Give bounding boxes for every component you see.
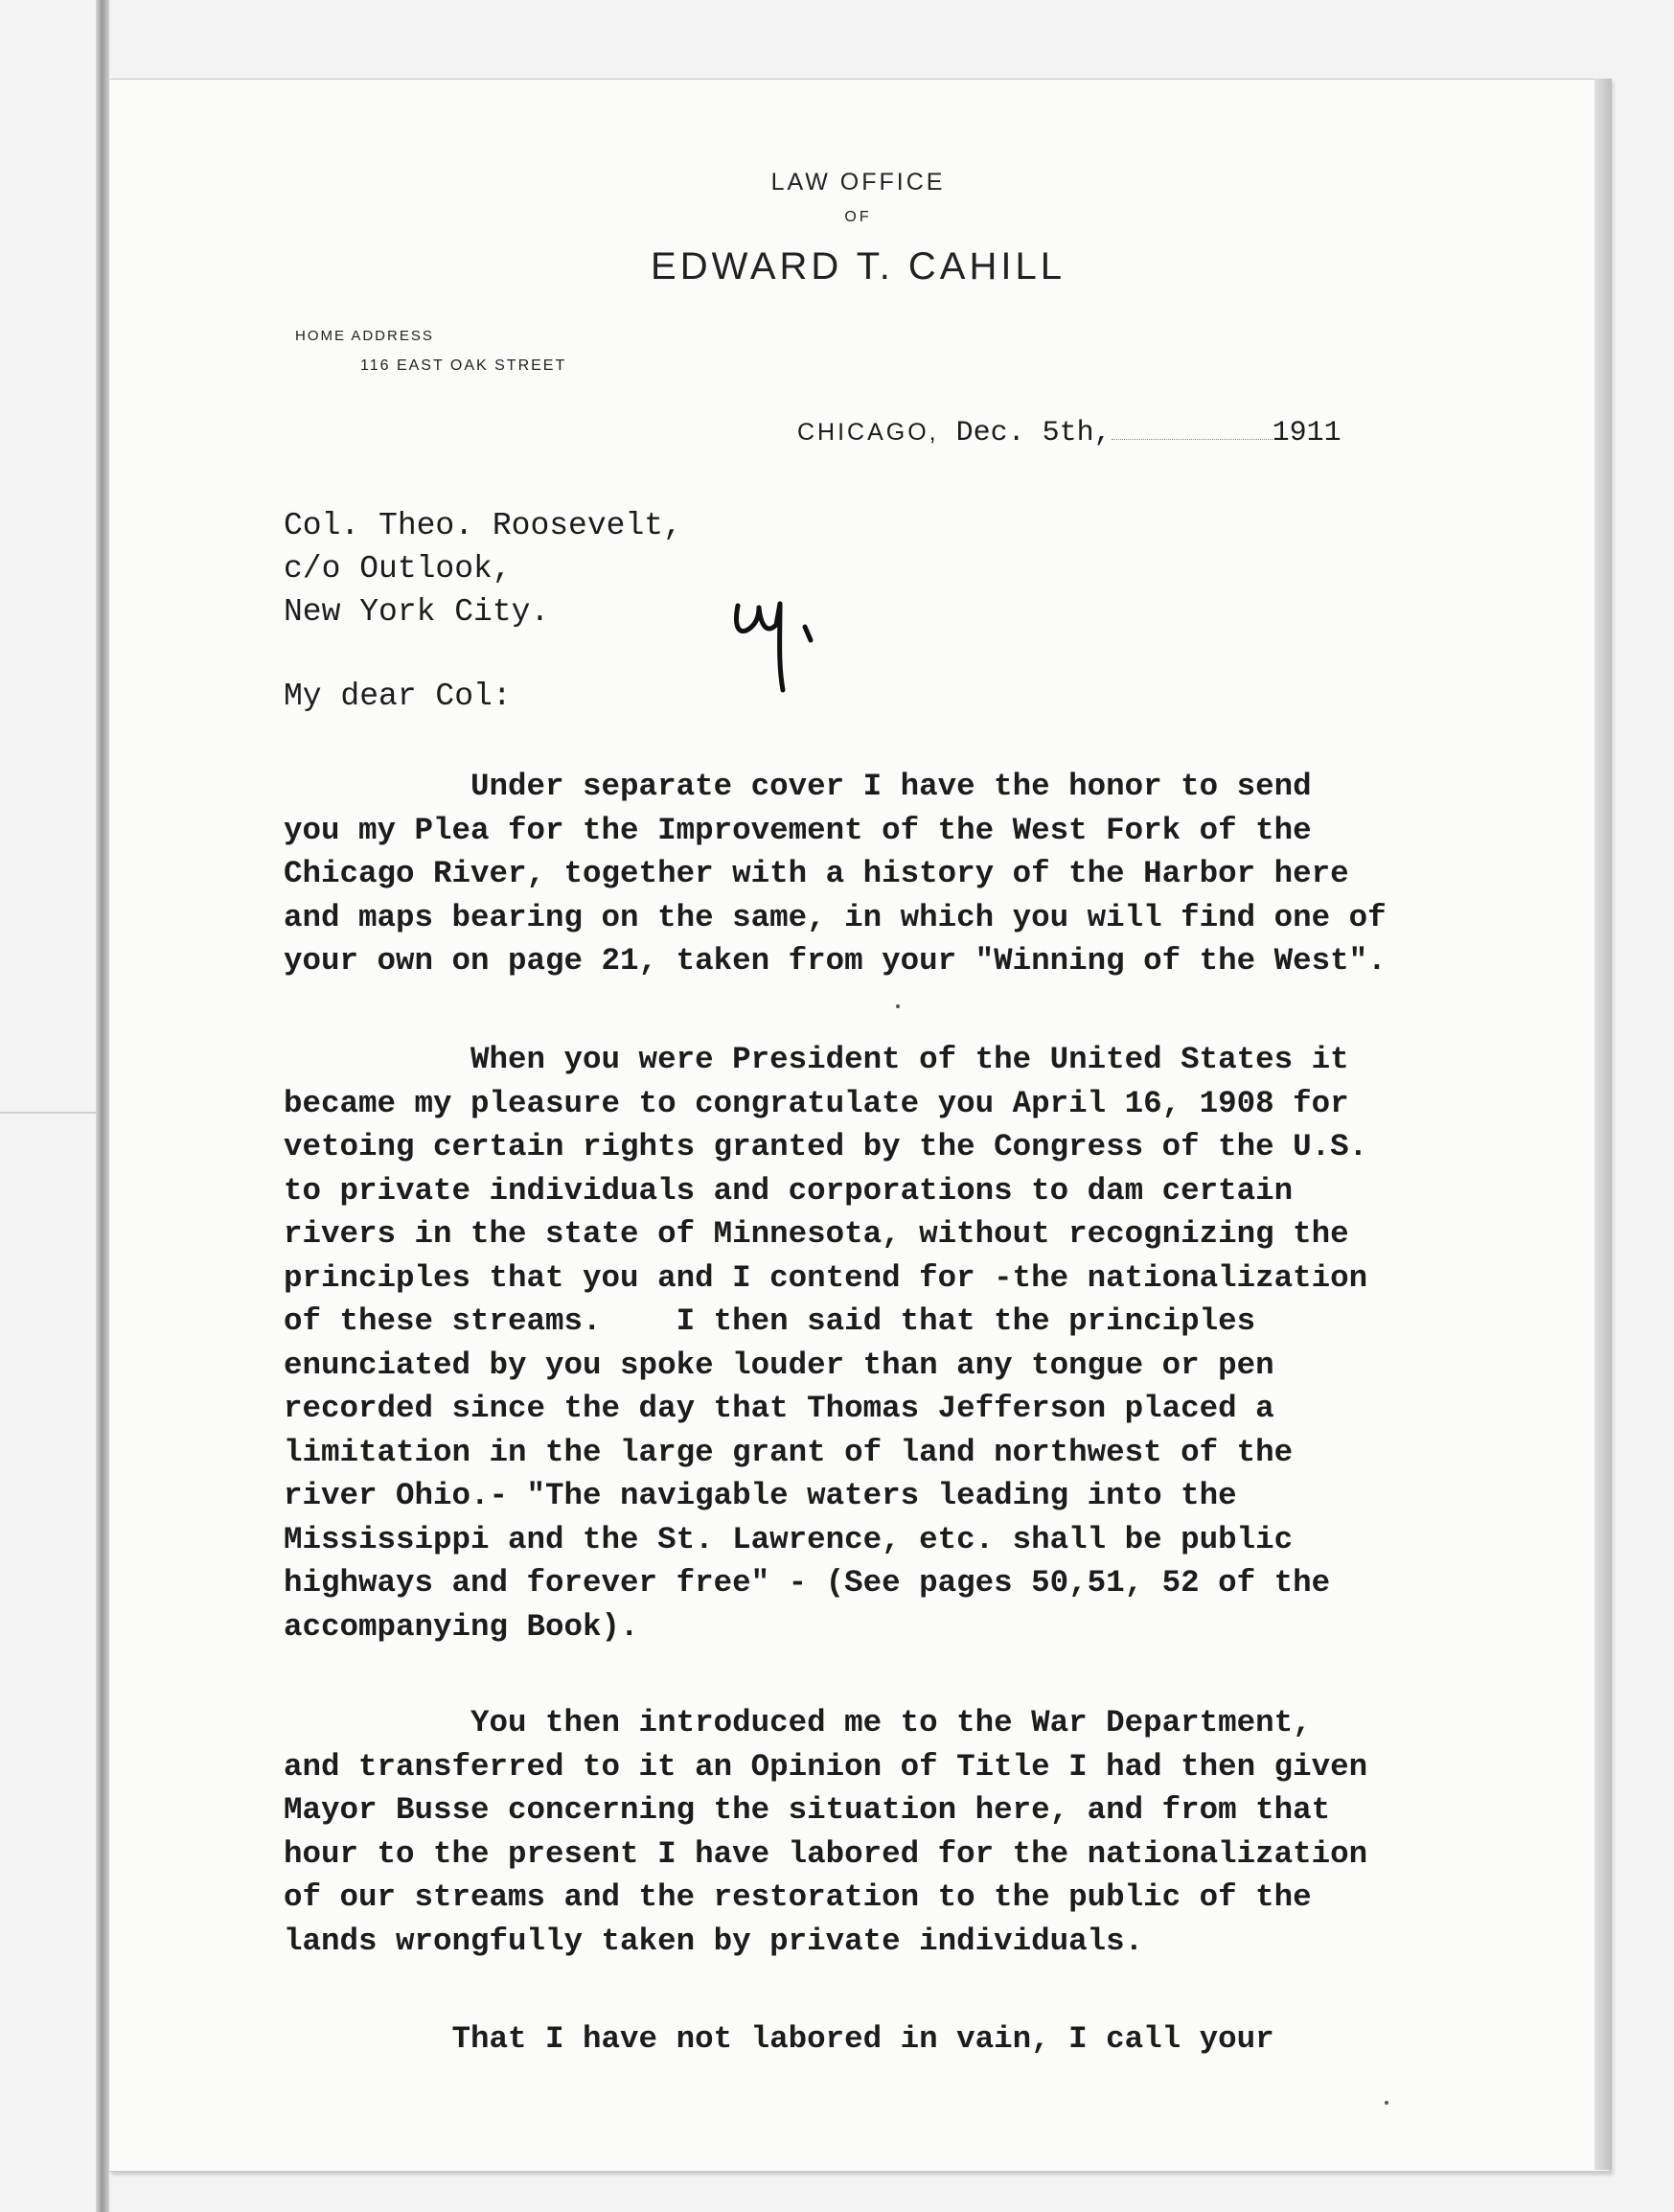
paragraph-2 bbox=[284, 1038, 1558, 1648]
paper-speck bbox=[896, 1004, 900, 1008]
address-line-2: c/o Outlook, bbox=[284, 551, 512, 587]
dateline-city: CHICAGO, bbox=[797, 419, 939, 446]
body-line: You then introduced me to the War Department, bbox=[284, 1705, 1312, 1740]
body-line: to private individuals and corporations to dam certain bbox=[284, 1172, 1294, 1209]
body-line: lands wrongfully taken by private individuals. bbox=[284, 1923, 1144, 1959]
address-line-3: New York City. bbox=[284, 594, 550, 630]
handwritten-initial-mark bbox=[728, 587, 819, 702]
body-line: your own on page 21, taken from your "Winning of the West". bbox=[284, 943, 1387, 979]
paragraph-3 bbox=[284, 1701, 1558, 1963]
body-line: Under separate cover I have the honor to send bbox=[284, 769, 1312, 804]
dateline bbox=[797, 412, 1341, 449]
body-line: and transferred to it an Opinion of Title I had then given bbox=[284, 1748, 1368, 1785]
body-line: That I have not labored in vain, I call your bbox=[284, 2021, 1274, 2057]
body-line: river Ohio.- "The navigable waters leading into the bbox=[284, 1478, 1237, 1513]
dateline-date: Dec. 5th, bbox=[955, 417, 1112, 449]
body-line: limitation in the large grant of land northwest of the bbox=[284, 1434, 1294, 1470]
dateline-dotted-rule bbox=[1112, 412, 1273, 440]
dateline-year: 1911 bbox=[1272, 417, 1341, 449]
body-line: rivers in the state of Minnesota, without recognizing the bbox=[284, 1216, 1349, 1252]
body-line: you my Plea for the Improvement of the West Fork of the bbox=[284, 812, 1312, 848]
body-line: and maps bearing on the same, in which you will find one of bbox=[284, 899, 1387, 935]
body-line: principles that you and I contend for -the nationalization bbox=[284, 1259, 1368, 1296]
body-line: Chicago River, together with a history of the Harbor here bbox=[284, 856, 1349, 891]
binder-fold bbox=[0, 1112, 96, 1114]
body-line: enunciated by you spoke louder than any tongue or pen bbox=[284, 1347, 1274, 1383]
body-line: recorded since the day that Thomas Jefferson placed a bbox=[284, 1391, 1274, 1426]
paragraph-4 bbox=[284, 2017, 1558, 2062]
letterhead-name: EDWARD T. CAHILL bbox=[651, 245, 1066, 288]
body-line: highways and forever free" - (See pages 50,51, 52 of the bbox=[284, 1565, 1331, 1601]
body-line: accompanying Book). bbox=[284, 1608, 639, 1645]
salutation: My dear Col: bbox=[284, 679, 512, 714]
body-line: vetoing certain rights granted by the Congress of the U.S. bbox=[284, 1129, 1368, 1164]
home-address-street: 116 EAST OAK STREET bbox=[360, 357, 567, 374]
letterhead-law-office: LAW OFFICE bbox=[770, 169, 946, 196]
paper-speck bbox=[1385, 2101, 1388, 2105]
home-address-label: HOME ADDRESS bbox=[295, 328, 434, 344]
binder-edge bbox=[96, 0, 109, 2212]
body-line: hour to the present I have labored for the nationalization bbox=[284, 1835, 1368, 1872]
letterhead-of: OF bbox=[844, 209, 872, 225]
body-line: When you were President of the United States it bbox=[284, 1042, 1349, 1077]
body-line: of these streams. I then said that the principles bbox=[284, 1303, 1256, 1339]
body-line: of our streams and the restoration to the public of the bbox=[284, 1879, 1312, 1915]
address-line-1: Col. Theo. Roosevelt, bbox=[284, 508, 682, 543]
body-line: became my pleasure to congratulate you April 16, 1908 for bbox=[284, 1085, 1349, 1121]
body-line: Mayor Busse concerning the situation here, and from that bbox=[284, 1792, 1331, 1828]
paragraph-1 bbox=[284, 765, 1558, 983]
body-line: Mississippi and the St. Lawrence, etc. shall be public bbox=[284, 1521, 1294, 1557]
sheet-shadow bbox=[1594, 79, 1612, 2170]
